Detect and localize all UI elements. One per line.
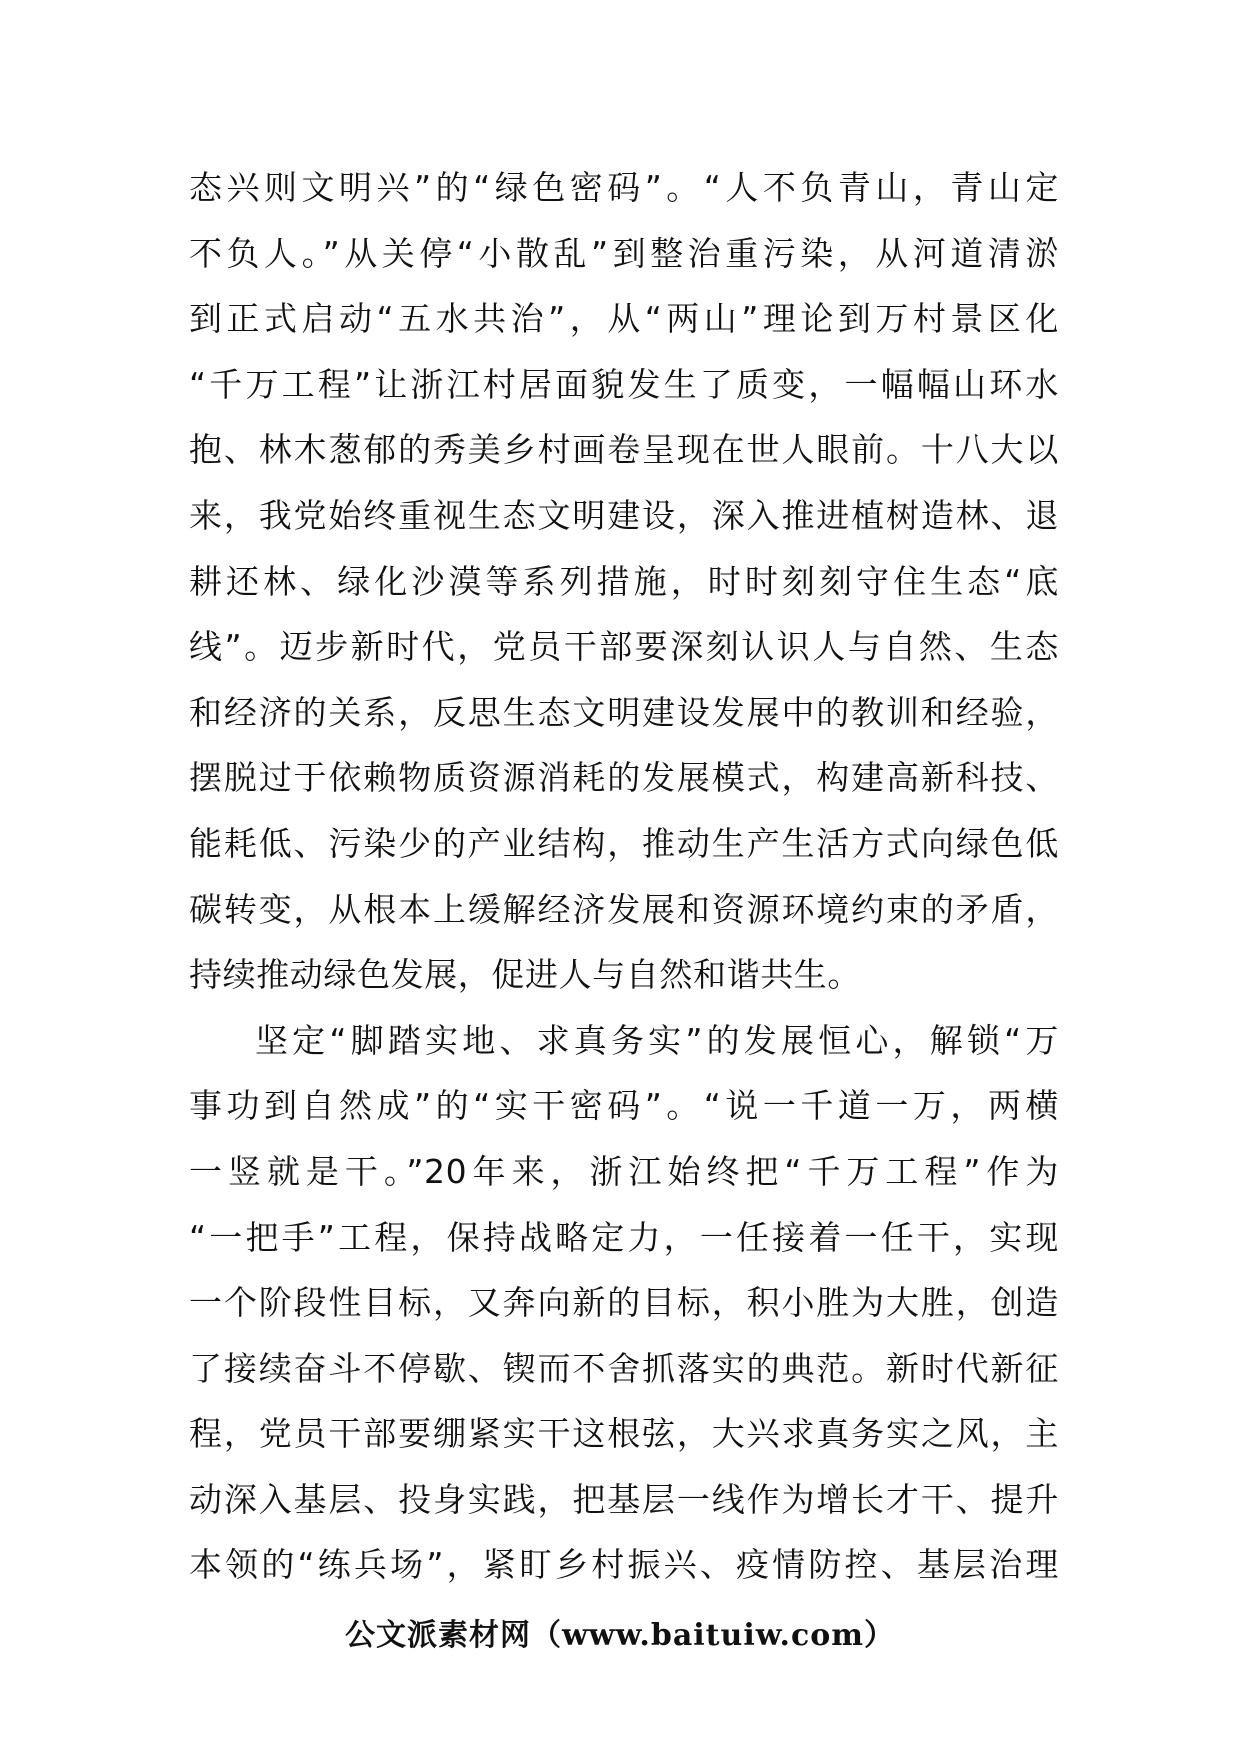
text-line: 摆脱过于依赖物质资源消耗的发展模式，构建高新科技、 [189,758,1059,798]
text-line: 抱、林木葱郁的秀美乡村画卷呈现在世人眼前。十八大以 [189,430,1059,470]
text-line: 碳转变，从根本上缓解经济发展和资源环境约束的矛盾， [189,889,1059,929]
text-line: 线”。迈步新时代，党员干部要深刻认识人与自然、生态 [189,627,1059,667]
text-line: “一把手”工程，保持战略定力，一任接着一任干，实现 [189,1217,1059,1257]
text-line: 程，党员干部要绷紧实干这根弦，大兴求真务实之风，主 [189,1414,1059,1454]
text-line: 耕还林、绿化沙漠等系列措施，时时刻刻守住生态“底 [189,561,1059,601]
text-line: 能耗低、污染少的产业结构，推动生产生活方式向绿色低 [189,823,1059,863]
text-line: 到正式启动“五水共治”，从“两山”理论到万村景区化 [189,299,1059,339]
text-line: 和经济的关系，反思生态文明建设发展中的教训和经验， [189,692,1059,732]
text-line: “千万工程”让浙江村居面貌发生了质变，一幅幅山环水 [189,364,1059,404]
page-footer-source: 公文派素材网（www.baituiw.com） [344,1618,896,1653]
text-line: 了接续奋斗不停歇、锲而不舍抓落实的典范。新时代新征 [189,1348,1059,1388]
text-line: 本领的“练兵场”，紧盯乡村振兴、疫情防控、基层治理 [189,1545,1059,1585]
text-line: 一竖就是干。”20年来，浙江始终把“千万工程”作为 [189,1151,1059,1191]
text-line: 一个阶段性目标，又奔向新的目标，积小胜为大胜，创造 [189,1283,1059,1323]
text-line: 事功到自然成”的“实干密码”。“说一千道一万，两横 [189,1086,1059,1126]
document-body [189,155,1059,1598]
paragraph-end-line: 持续推动绿色发展，促进人与自然和谐共生。 [189,955,861,995]
text-line: 来，我党始终重视生态文明建设，深入推进植树造林、退 [189,495,1059,535]
text-line: 动深入基层、投身实践，把基层一线作为增长才干、提升 [189,1479,1059,1519]
text-line: 不负人。”从关停“小散乱”到整治重污染，从河道清淤 [189,233,1059,273]
text-line: 态兴则文明兴”的“绿色密码”。“人不负青山，青山定 [189,168,1059,207]
paragraph-first-line: 坚定“脚踏实地、求真务实”的发展恒心，解锁“万 [255,1020,1059,1060]
